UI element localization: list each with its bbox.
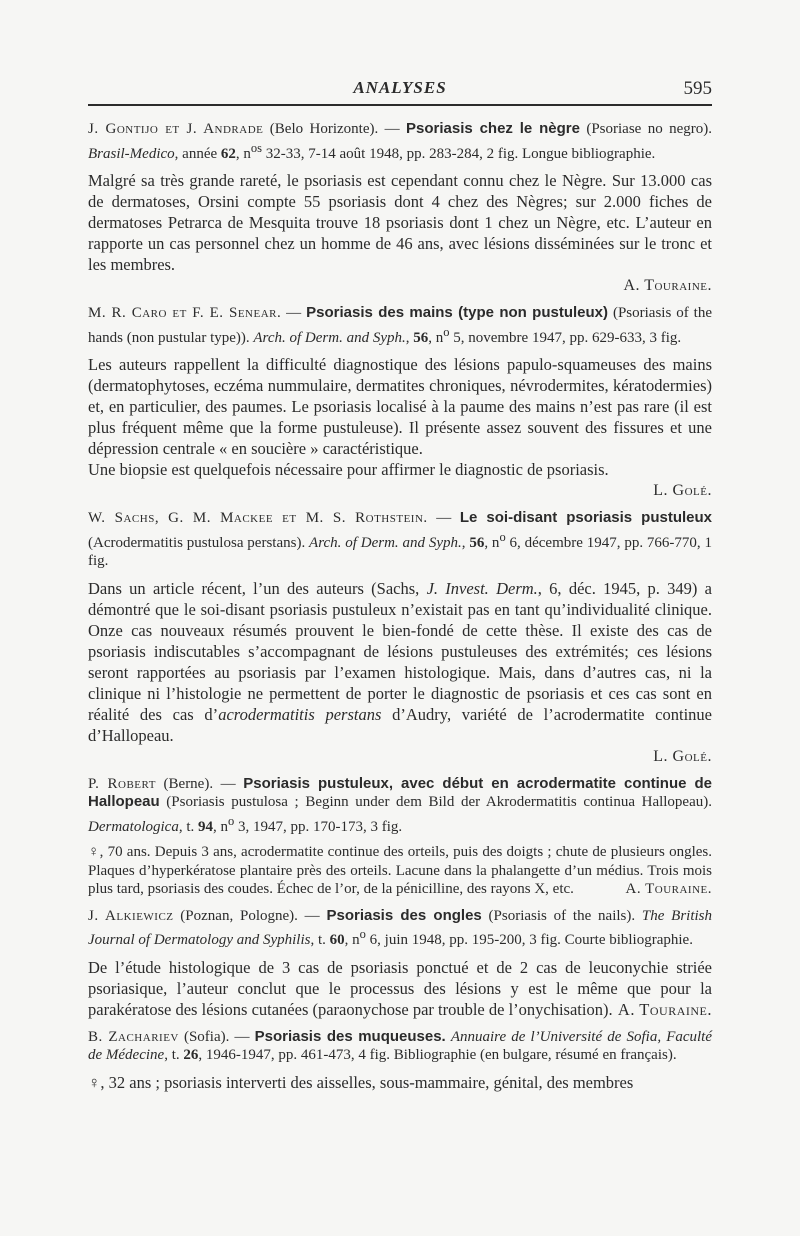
number-sign: os	[250, 140, 263, 155]
origin: (Poznan, Pologne). —	[173, 907, 327, 924]
reference-part: , t.	[310, 932, 330, 948]
header-rule	[88, 104, 712, 106]
reference-details: 1946-1947, pp. 461-473, 4 fig. Bibliographie (en bulgare, résumé en français).	[205, 1047, 677, 1063]
original-title: (Psoriasis of the hands (non pustular type)).	[88, 305, 712, 346]
analysis-entry	[88, 509, 712, 767]
volume: 56	[469, 534, 485, 551]
original-title: (Psoriase no negro).	[579, 121, 713, 137]
reference-part: , t.	[164, 1047, 184, 1063]
number-sign: o	[228, 813, 235, 828]
author: P. Robert	[88, 775, 156, 792]
reference-part: , n	[484, 534, 500, 551]
reference-part: ,	[198, 1047, 206, 1063]
number-sign: o	[359, 927, 366, 941]
abstract-paragraph: Malgré sa très grande rareté, le psoriasis est cependant connu chez le Nègre. Sur 13.000 cas de dermatoses, Orsini compte 55 psoriasis dont 4 chez des Nègres; sur 2.000 fiches de dermatoses Petrarca de Mesquita trouve 18 psoriasis dont 1 chez un Nègre, etc. L’auteur en rapporte un cas personnel chez un homme de 46 ans, avec lésions disséminées sur le tronc et les membres.	[88, 171, 712, 274]
reference-part: , année	[174, 145, 221, 162]
article-title: Psoriasis des mains (type non pustuleux)	[306, 304, 608, 321]
abstract-paragraph: ♀, 32 ans ; psoriasis interverti des aisselles, sous-mammaire, génital, des membres	[88, 1072, 634, 1092]
reference-part: ,	[405, 329, 414, 346]
author: J. Alkiewicz	[88, 907, 174, 924]
reviewer-signature	[88, 746, 712, 767]
reference-details: 6, juin 1948, pp. 195-200, 3 fig. Courte bibliographie.	[365, 932, 693, 948]
reference-details: 5, novembre 1947, pp. 629-633, 3 fig.	[449, 329, 682, 346]
text-run: Dans un article récent, l’un des auteurs (Sachs,	[88, 578, 427, 598]
article-title: Le soi-disant psoriasis pustuleux	[459, 509, 713, 526]
origin: (Sofia). —	[178, 1028, 255, 1045]
text-run: , 6, déc. 1945, p. 349) a démontré que le soi-disant psoriasis pustuleux n’existait pas en tant qu’individualité clinique. Onze cas nouveaux résumés prouvent le bien-fondé de cette thèse. Il existe des cas de psoriasis indiscutables s’accompagnant de lésions pustuleuses des extrémités; ces lésions seront rapportées au psoriasis par l’examen histologique. Mais, dans d’autres cas, ni la clinique ni l’histologie ne permettent de porter le diagnostic de psoriasis et ces cas sont en réalité des cas d’	[88, 578, 713, 724]
reference-part: ,	[461, 534, 470, 551]
page-number: 595	[683, 78, 712, 99]
author: B. Zachariev	[88, 1028, 179, 1045]
origin: —	[281, 305, 307, 321]
reviewer-name: L. Golé.	[653, 482, 712, 499]
reviewer-name: L. Golé.	[653, 747, 712, 765]
journal-name: Annuaire de l’Université de Sofia, Faculté de Médecine	[88, 1028, 713, 1063]
journal-name: Brasil-Medico	[88, 145, 175, 162]
running-title: ANALYSES	[353, 78, 447, 97]
article-title: Psoriasis des ongles	[326, 906, 482, 924]
citation	[88, 509, 712, 571]
analysis-entry	[88, 907, 712, 1020]
citation	[88, 1028, 712, 1065]
text-run: De l’étude histologique de 3 cas de psoriasis ponctué et de 2 cas de leuconychie striée psoriasique, l’auteur conclut que le processus des lésions y est le même que pour la parakératose des lésions cutanées (paraonychose par trouble de l’onychisation).	[88, 957, 712, 1019]
reviewer-signature	[88, 480, 712, 501]
analyses-list	[88, 120, 712, 1101]
reference-part: , t.	[178, 818, 198, 835]
volume: 56	[413, 329, 429, 346]
volume: 94	[198, 818, 213, 835]
origin: (Belo Horizonte). —	[269, 121, 407, 137]
cited-journal: J. Invest. Derm.	[426, 578, 538, 598]
volume: 26	[183, 1047, 199, 1063]
reference-part: , n	[213, 818, 228, 835]
abstract-paragraph: Une biopsie est quelquefois nécessaire pour affirmer le diagnostic de psoriasis.	[88, 460, 609, 479]
reviewer-name: A. Touraine.	[623, 277, 712, 294]
original-title: (Psoriasis of the nails).	[481, 907, 642, 924]
number-sign: o	[443, 324, 450, 339]
abstract-paragraph	[88, 957, 712, 1020]
original-title: (Psoriasis pustulosa ; Beginn under dem Bild der Akrodermatitis continua Hallopeau).	[159, 794, 712, 810]
reference-part: , n	[235, 145, 251, 162]
author: W. Sachs, G. M. Mackee et M. S. Rothstein.	[88, 510, 428, 526]
reviewer-signature: A. Touraine.	[617, 999, 712, 1019]
reference-part: , n	[344, 932, 360, 948]
citation	[88, 907, 712, 950]
abstract-paragraph	[88, 843, 712, 899]
number-sign: o	[499, 529, 506, 544]
journal-name: Arch. of Derm. and Syph.	[309, 534, 462, 551]
analysis-entry	[88, 1028, 712, 1093]
origin: —	[427, 510, 460, 526]
reference-details: 32-33, 7-14 août 1948, pp. 283-284, 2 fig. Longue bibliographie.	[262, 145, 656, 162]
journal-name: Dermatologica	[88, 818, 179, 835]
analysis-entry	[88, 775, 712, 899]
reviewer-signature	[88, 275, 712, 296]
journal-name: The British Journal of Dermatology and Syphilis	[88, 907, 713, 948]
reference-part: , n	[428, 329, 444, 346]
author: J. Gontijo et J. Andrade	[88, 121, 264, 137]
analysis-entry	[88, 120, 712, 296]
abstract-paragraph	[88, 578, 712, 746]
author: M. R. Caro et F. E. Senear.	[88, 305, 282, 321]
original-title: (Acrodermatitis pustulosa perstans).	[88, 534, 310, 551]
reference-details: 6, décembre 1947, pp. 766-770, 1 fig.	[88, 534, 713, 569]
text-run: ♀, 70 ans. Depuis 3 ans, acrodermatite continue des orteils, puis des doigts ; chute de plusieurs ongles. Plaques d’hyperkératose plantaire près des orteils. Lacune dans la phalangette d’un médius. Trois mois plus tard, psoriasis des coudes. Échec de l’or, de la pénicilline, des rayons X, etc.	[88, 844, 712, 897]
article-title: Psoriasis chez le nègre	[406, 120, 580, 137]
reference-details: 3, 1947, pp. 170-173, 3 fig.	[234, 818, 403, 835]
page-header	[88, 78, 712, 104]
volume: 62	[220, 145, 236, 162]
citation	[88, 775, 712, 837]
article-title: Psoriasis des muqueuses.	[254, 1027, 446, 1045]
citation	[88, 120, 712, 163]
abstract-paragraph: Les auteurs rappellent la difficulté diagnostique des lésions papulo-squameuses des mains (dermatophytoses, eczéma nummulaire, dermatites chroniques, névrodermites, kératodermies) et, en particulier, des paumes. Le psoriasis localisé à la paume des mains n’est pas rare (il est plus fréquent même que la forme pustuleuse). Il présente assez souvent des fissures et une dépression centrale « en soucière » caractéristique.	[88, 355, 712, 458]
italic-term: acrodermatitis perstans	[218, 704, 382, 724]
journal-name: Arch. of Derm. and Syph.	[253, 329, 406, 346]
origin: (Berne). —	[155, 775, 244, 792]
analysis-entry	[88, 304, 712, 501]
article-title: Psoriasis pustuleux, avec début en acrodermatite continue de Hallopeau	[88, 774, 712, 810]
text-run: d’Audry, variété de l’acrodermatite continue d’Hallopeau.	[88, 704, 712, 745]
citation	[88, 304, 712, 347]
volume: 60	[329, 932, 345, 948]
reviewer-signature: A. Touraine.	[625, 881, 712, 897]
